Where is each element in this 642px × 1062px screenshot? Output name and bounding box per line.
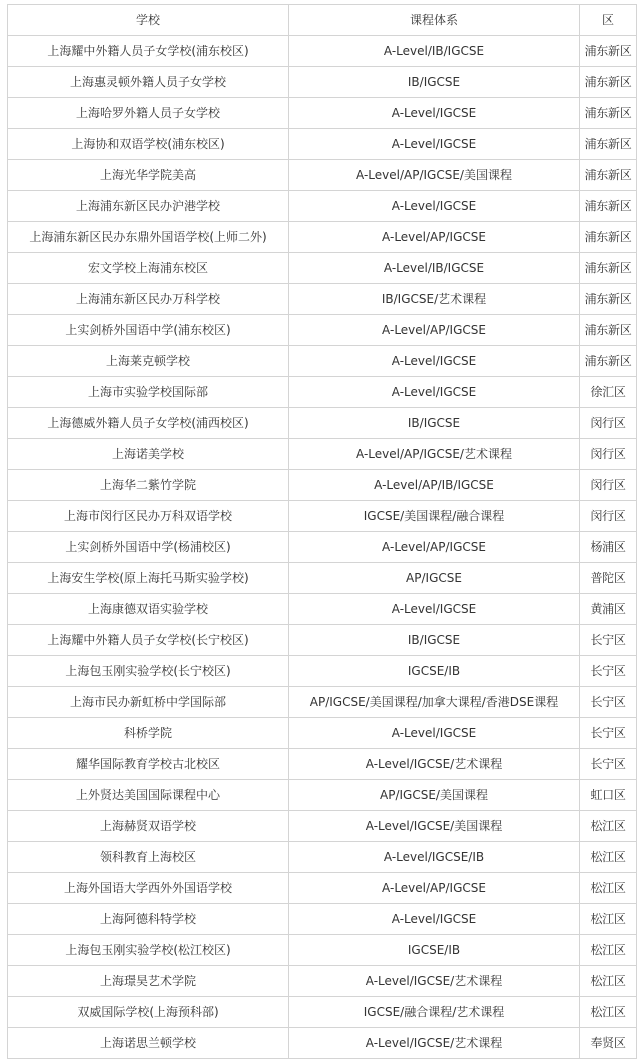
school-name-cell: 上实剑桥外国语中学(杨浦校区): [8, 532, 289, 563]
curriculum-cell: A-Level/AP/IGCSE: [289, 222, 580, 253]
curriculum-cell: A-Level/IGCSE: [289, 346, 580, 377]
school-name-cell: 上海德威外籍人员子女学校(浦西校区): [8, 408, 289, 439]
school-name-cell: 上海浦东新区民办东鼎外国语学校(上师二外): [8, 222, 289, 253]
school-curriculum-table: [7, 4, 637, 1059]
region-cell: 浦东新区: [580, 129, 637, 160]
curriculum-cell: A-Level/IGCSE: [289, 191, 580, 222]
school-name-cell: 上海市闵行区民办万科双语学校: [8, 501, 289, 532]
region-cell: 长宁区: [580, 656, 637, 687]
curriculum-cell: A-Level/IGCSE/艺术课程: [289, 966, 580, 997]
table-row: [8, 377, 637, 408]
curriculum-cell: IGCSE/IB: [289, 935, 580, 966]
curriculum-cell: A-Level/IGCSE: [289, 904, 580, 935]
school-name-cell: 上海浦东新区民办万科学校: [8, 284, 289, 315]
region-cell: 奉贤区: [580, 1028, 637, 1059]
curriculum-cell: A-Level/IGCSE/美国课程: [289, 811, 580, 842]
curriculum-cell: IGCSE/IB: [289, 656, 580, 687]
table-row: [8, 749, 637, 780]
school-name-cell: 上海耀中外籍人员子女学校(长宁校区): [8, 625, 289, 656]
school-name-cell: 上海耀中外籍人员子女学校(浦东校区): [8, 36, 289, 67]
curriculum-cell: IGCSE/融合课程/艺术课程: [289, 997, 580, 1028]
region-cell: 浦东新区: [580, 284, 637, 315]
region-cell: 松江区: [580, 935, 637, 966]
region-cell: 松江区: [580, 811, 637, 842]
table-row: [8, 780, 637, 811]
table-row: [8, 1028, 637, 1059]
table-row: [8, 532, 637, 563]
table-row: [8, 563, 637, 594]
region-cell: 松江区: [580, 904, 637, 935]
school-name-cell: 上实剑桥外国语中学(浦东校区): [8, 315, 289, 346]
region-cell: 普陀区: [580, 563, 637, 594]
school-name-cell: 上海包玉刚实验学校(松江校区): [8, 935, 289, 966]
header-curriculum: 课程体系: [289, 5, 580, 36]
header-school: 学校: [8, 5, 289, 36]
curriculum-cell: A-Level/IGCSE: [289, 594, 580, 625]
region-cell: 长宁区: [580, 749, 637, 780]
table-body: [8, 36, 637, 1059]
table-row: [8, 594, 637, 625]
table-row: [8, 997, 637, 1028]
curriculum-cell: A-Level/IGCSE: [289, 377, 580, 408]
school-name-cell: 上海浦东新区民办沪港学校: [8, 191, 289, 222]
curriculum-cell: IGCSE/美国课程/融合课程: [289, 501, 580, 532]
curriculum-cell: A-Level/IGCSE: [289, 98, 580, 129]
school-name-cell: 科桥学院: [8, 718, 289, 749]
curriculum-cell: A-Level/AP/IGCSE: [289, 873, 580, 904]
school-name-cell: 上海诺美学校: [8, 439, 289, 470]
curriculum-cell: A-Level/AP/IGCSE/艺术课程: [289, 439, 580, 470]
school-name-cell: 上海阿德科特学校: [8, 904, 289, 935]
school-name-cell: 上海莱克顿学校: [8, 346, 289, 377]
region-cell: 闵行区: [580, 501, 637, 532]
curriculum-cell: A-Level/AP/IGCSE: [289, 532, 580, 563]
curriculum-cell: A-Level/IGCSE: [289, 718, 580, 749]
school-name-cell: 上海安生学校(原上海托马斯实验学校): [8, 563, 289, 594]
curriculum-cell: IB/IGCSE: [289, 67, 580, 98]
region-cell: 虹口区: [580, 780, 637, 811]
school-name-cell: 上外贤达美国国际课程中心: [8, 780, 289, 811]
region-cell: 闵行区: [580, 439, 637, 470]
region-cell: 徐汇区: [580, 377, 637, 408]
curriculum-cell: A-Level/IB/IGCSE: [289, 253, 580, 284]
table-row: [8, 625, 637, 656]
curriculum-cell: IB/IGCSE: [289, 408, 580, 439]
school-name-cell: 上海华二紫竹学院: [8, 470, 289, 501]
table-row: [8, 98, 637, 129]
table-row: [8, 67, 637, 98]
school-name-cell: 上海璟昊艺术学院: [8, 966, 289, 997]
curriculum-cell: AP/IGCSE/美国课程: [289, 780, 580, 811]
school-name-cell: 上海惠灵顿外籍人员子女学校: [8, 67, 289, 98]
table-row: [8, 191, 637, 222]
school-name-cell: 上海市民办新虹桥中学国际部: [8, 687, 289, 718]
header-region: 区: [580, 5, 637, 36]
table-row: [8, 501, 637, 532]
curriculum-cell: A-Level/IGCSE/艺术课程: [289, 749, 580, 780]
curriculum-cell: IB/IGCSE/艺术课程: [289, 284, 580, 315]
table-row: [8, 36, 637, 67]
table-row: [8, 222, 637, 253]
region-cell: 松江区: [580, 873, 637, 904]
table-row: [8, 253, 637, 284]
table-row: [8, 346, 637, 377]
region-cell: 松江区: [580, 966, 637, 997]
table-row: [8, 935, 637, 966]
region-cell: 浦东新区: [580, 67, 637, 98]
school-name-cell: 双威国际学校(上海预科部): [8, 997, 289, 1028]
curriculum-cell: A-Level/AP/IGCSE: [289, 315, 580, 346]
region-cell: 浦东新区: [580, 315, 637, 346]
region-cell: 浦东新区: [580, 346, 637, 377]
school-name-cell: 上海赫贤双语学校: [8, 811, 289, 842]
region-cell: 浦东新区: [580, 98, 637, 129]
table-row: [8, 904, 637, 935]
table-row: [8, 129, 637, 160]
table-row: [8, 842, 637, 873]
curriculum-cell: AP/IGCSE/美国课程/加拿大课程/香港DSE课程: [289, 687, 580, 718]
region-cell: 长宁区: [580, 625, 637, 656]
curriculum-cell: A-Level/IGCSE: [289, 129, 580, 160]
school-name-cell: 宏文学校上海浦东校区: [8, 253, 289, 284]
region-cell: 浦东新区: [580, 36, 637, 67]
table-container: [7, 4, 637, 1059]
region-cell: 闵行区: [580, 408, 637, 439]
school-name-cell: 耀华国际教育学校古北校区: [8, 749, 289, 780]
table-row: [8, 873, 637, 904]
school-name-cell: 上海诺思兰顿学校: [8, 1028, 289, 1059]
school-name-cell: 上海哈罗外籍人员子女学校: [8, 98, 289, 129]
region-cell: 松江区: [580, 842, 637, 873]
table-row: [8, 687, 637, 718]
table-row: [8, 470, 637, 501]
school-name-cell: 上海康德双语实验学校: [8, 594, 289, 625]
region-cell: 浦东新区: [580, 222, 637, 253]
curriculum-cell: A-Level/IB/IGCSE: [289, 36, 580, 67]
school-name-cell: 上海市实验学校国际部: [8, 377, 289, 408]
table-row: [8, 966, 637, 997]
region-cell: 浦东新区: [580, 253, 637, 284]
curriculum-cell: IB/IGCSE: [289, 625, 580, 656]
region-cell: 长宁区: [580, 687, 637, 718]
region-cell: 长宁区: [580, 718, 637, 749]
school-name-cell: 上海外国语大学西外外国语学校: [8, 873, 289, 904]
school-name-cell: 上海协和双语学校(浦东校区): [8, 129, 289, 160]
curriculum-cell: A-Level/IGCSE/IB: [289, 842, 580, 873]
table-row: [8, 718, 637, 749]
curriculum-cell: A-Level/IGCSE/艺术课程: [289, 1028, 580, 1059]
school-name-cell: 上海包玉刚实验学校(长宁校区): [8, 656, 289, 687]
curriculum-cell: A-Level/AP/IB/IGCSE: [289, 470, 580, 501]
region-cell: 松江区: [580, 997, 637, 1028]
header-row: [8, 5, 637, 36]
table-row: [8, 284, 637, 315]
region-cell: 杨浦区: [580, 532, 637, 563]
table-row: [8, 811, 637, 842]
table-row: [8, 656, 637, 687]
region-cell: 浦东新区: [580, 191, 637, 222]
region-cell: 浦东新区: [580, 160, 637, 191]
curriculum-cell: AP/IGCSE: [289, 563, 580, 594]
curriculum-cell: A-Level/AP/IGCSE/美国课程: [289, 160, 580, 191]
table-row: [8, 439, 637, 470]
table-row: [8, 160, 637, 191]
school-name-cell: 上海光华学院美高: [8, 160, 289, 191]
region-cell: 黄浦区: [580, 594, 637, 625]
table-row: [8, 315, 637, 346]
table-row: [8, 408, 637, 439]
school-name-cell: 领科教育上海校区: [8, 842, 289, 873]
region-cell: 闵行区: [580, 470, 637, 501]
